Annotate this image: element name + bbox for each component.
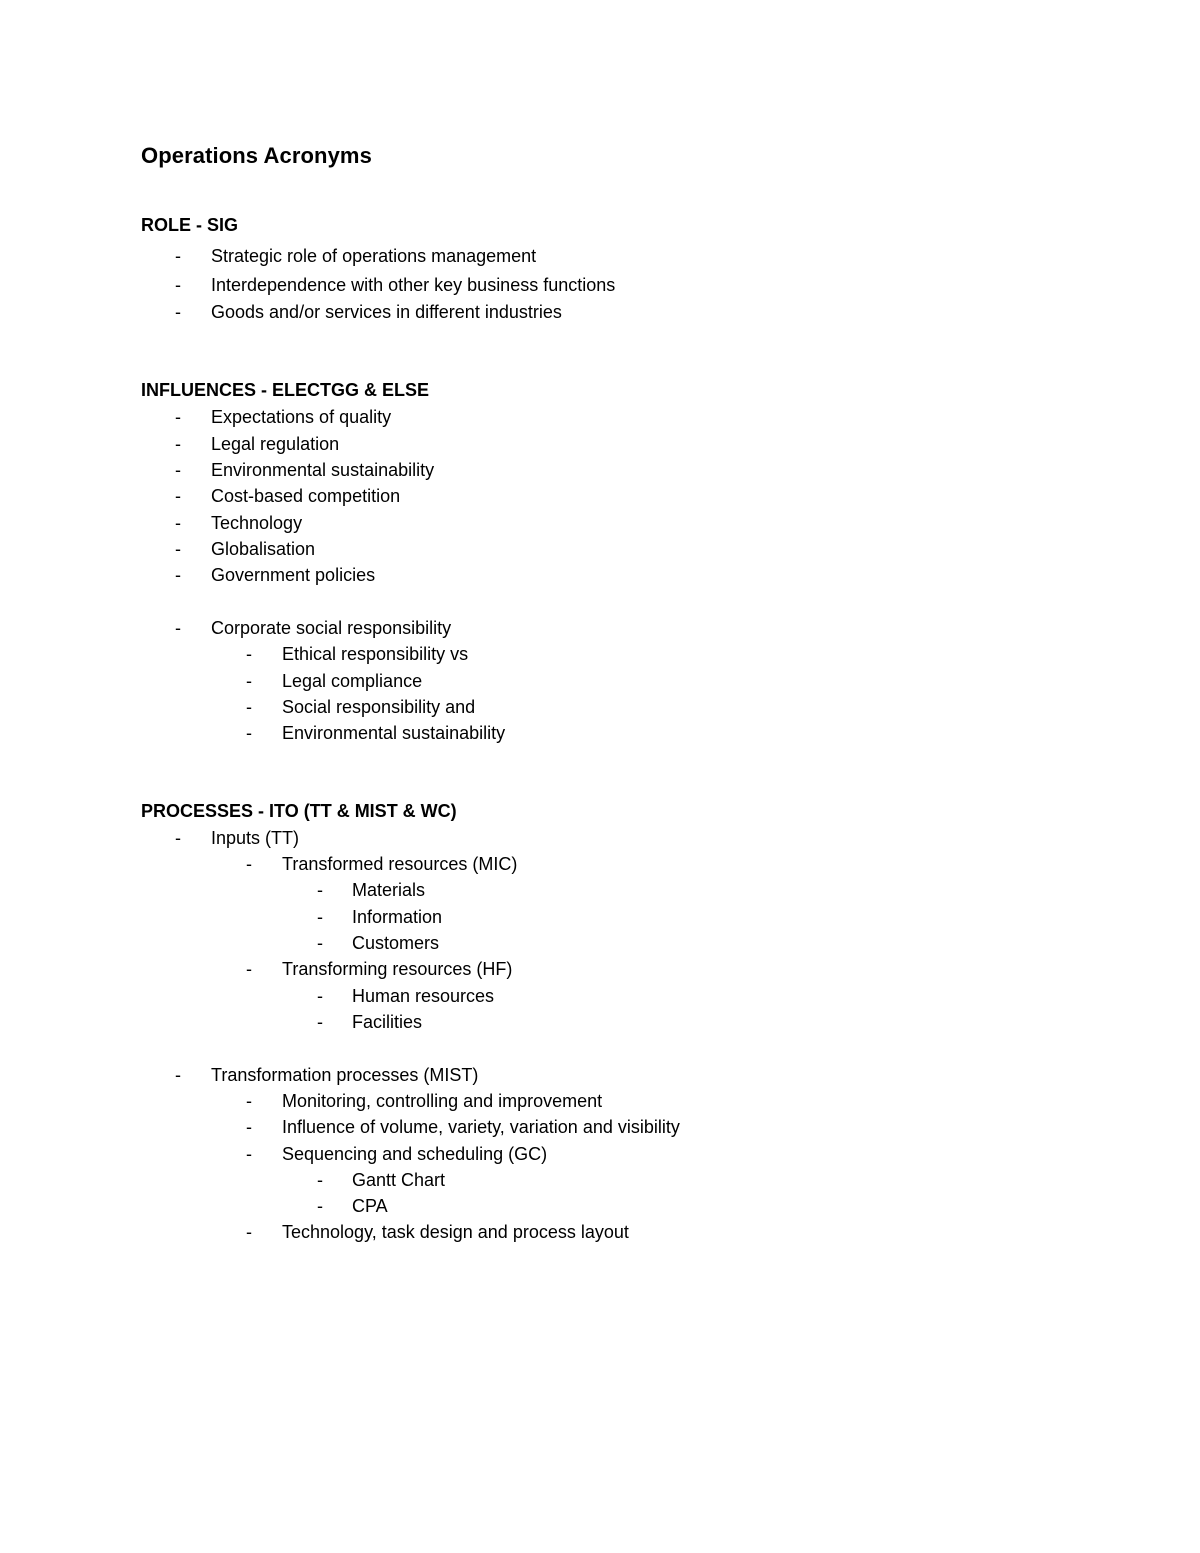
bullet-dash: - bbox=[175, 513, 181, 533]
bullet-dash: - bbox=[246, 671, 252, 691]
bullet-dash: - bbox=[246, 1144, 252, 1164]
document-title: Operations Acronyms bbox=[141, 143, 372, 168]
bullet-dash: - bbox=[246, 854, 252, 874]
list-item-text: Environmental sustainability bbox=[282, 723, 506, 743]
list-item-text: Customers bbox=[352, 933, 440, 953]
bullet-dash: - bbox=[175, 275, 181, 295]
list-item-text: Human resources bbox=[352, 986, 495, 1006]
bullet-dash: - bbox=[317, 1170, 323, 1190]
list-item-text: Gantt Chart bbox=[352, 1170, 446, 1190]
influences-heading: INFLUENCES - ELECTGG & ELSE bbox=[141, 380, 430, 400]
bullet-dash: - bbox=[317, 907, 323, 927]
list-item-text: Corporate social responsibility bbox=[211, 618, 452, 638]
list-item-text: Social responsibility and bbox=[282, 697, 476, 717]
list-item-text: Cost-based competition bbox=[211, 486, 401, 506]
bullet-dash: - bbox=[175, 539, 181, 559]
list-item-text: Sequencing and scheduling (GC) bbox=[282, 1144, 548, 1164]
list-item-text: Interdependence with other key business functions bbox=[211, 275, 616, 295]
processes-heading: PROCESSES - ITO (TT & MIST & WC) bbox=[141, 801, 457, 821]
bullet-dash: - bbox=[175, 565, 181, 585]
bullet-dash: - bbox=[317, 1012, 323, 1032]
role-heading: ROLE - SIG bbox=[141, 215, 239, 235]
list-item-text: Ethical responsibility vs bbox=[282, 644, 469, 664]
list-item-text: Transforming resources (HF) bbox=[282, 959, 513, 979]
list-item-text: Monitoring, controlling and improvement bbox=[282, 1091, 603, 1111]
bullet-dash: - bbox=[246, 644, 252, 664]
bullet-dash: - bbox=[317, 986, 323, 1006]
bullet-dash: - bbox=[175, 407, 181, 427]
list-item-text: Influence of volume, variety, variation and visibility bbox=[282, 1117, 680, 1137]
bullet-dash: - bbox=[175, 460, 181, 480]
list-item-text: Government policies bbox=[211, 565, 376, 585]
list-item-text: Expectations of quality bbox=[211, 407, 392, 427]
list-item-text: Legal regulation bbox=[211, 434, 340, 454]
bullet-dash: - bbox=[246, 1222, 252, 1242]
bullet-dash: - bbox=[175, 1065, 181, 1085]
list-item-text: Facilities bbox=[352, 1012, 423, 1032]
list-item-text: Materials bbox=[352, 880, 426, 900]
bullet-dash: - bbox=[175, 302, 181, 322]
list-item-text: Goods and/or services in different industries bbox=[211, 302, 562, 322]
bullet-dash: - bbox=[175, 486, 181, 506]
bullet-dash: - bbox=[317, 880, 323, 900]
list-item-text: Inputs (TT) bbox=[211, 828, 300, 848]
bullet-dash: - bbox=[246, 1091, 252, 1111]
list-item-text: CPA bbox=[352, 1196, 388, 1216]
list-item-text: Information bbox=[352, 907, 443, 927]
list-item-text: Globalisation bbox=[211, 539, 316, 559]
list-item-text: Transformed resources (MIC) bbox=[282, 854, 518, 874]
bullet-dash: - bbox=[317, 933, 323, 953]
bullet-dash: - bbox=[317, 1196, 323, 1216]
bullet-dash: - bbox=[246, 723, 252, 743]
list-item-text: Technology bbox=[211, 513, 303, 533]
bullet-dash: - bbox=[175, 246, 181, 266]
bullet-dash: - bbox=[175, 618, 181, 638]
bullet-dash: - bbox=[175, 434, 181, 454]
bullet-dash: - bbox=[246, 697, 252, 717]
list-item-text: Technology, task design and process layout bbox=[282, 1222, 629, 1242]
list-item-text: Environmental sustainability bbox=[211, 460, 435, 480]
bullet-dash: - bbox=[246, 1117, 252, 1137]
bullet-dash: - bbox=[246, 959, 252, 979]
list-item-text: Strategic role of operations management bbox=[211, 246, 537, 266]
list-item-text: Transformation processes (MIST) bbox=[211, 1065, 479, 1085]
list-item-text: Legal compliance bbox=[282, 671, 423, 691]
bullet-dash: - bbox=[175, 828, 181, 848]
